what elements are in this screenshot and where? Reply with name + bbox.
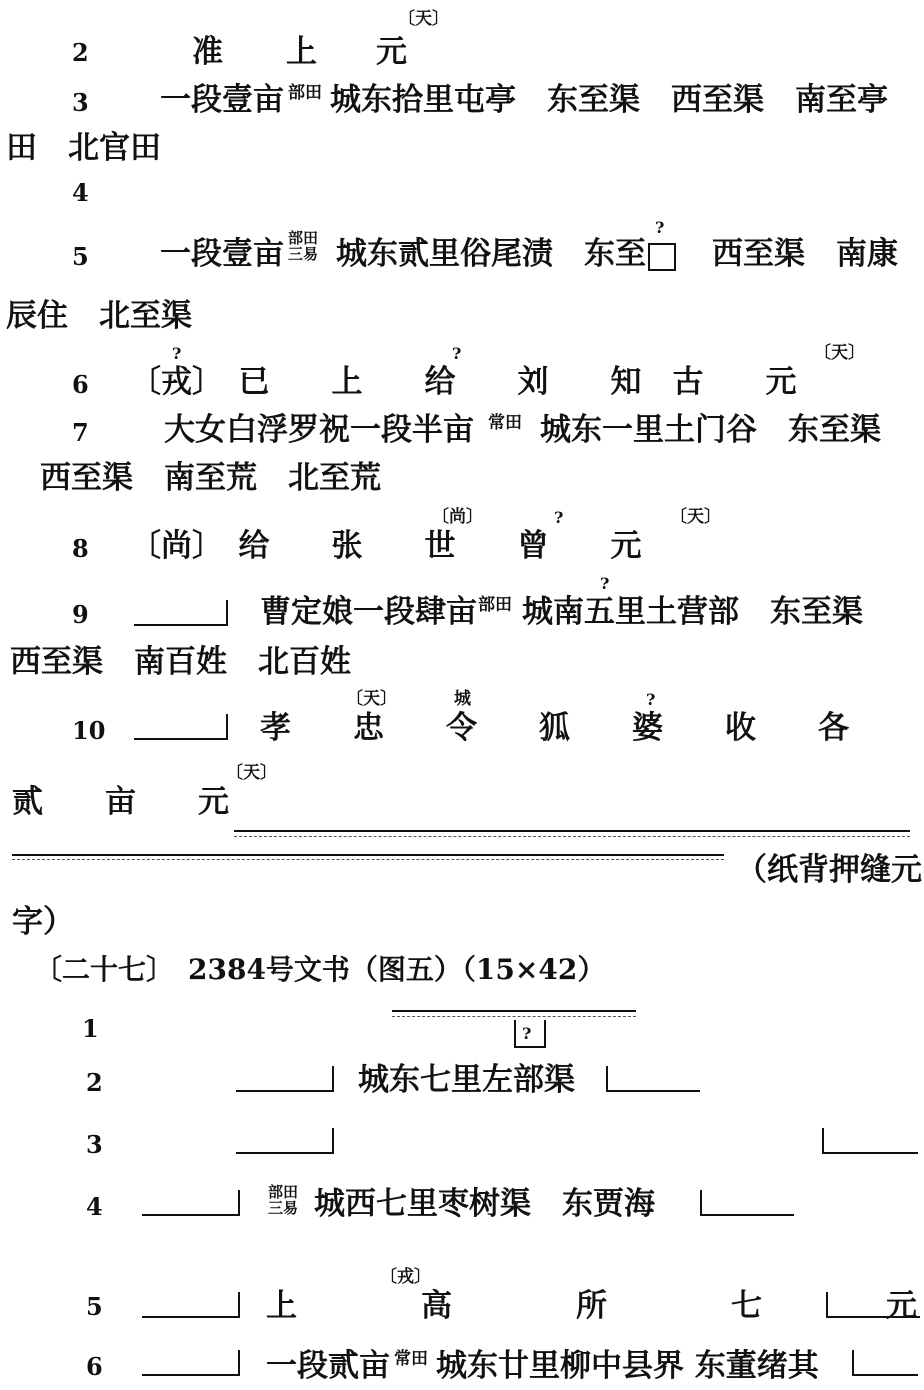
lacuna-marker [236, 1128, 334, 1154]
line-number: 5 [72, 242, 89, 271]
query-mark: ? [646, 690, 656, 709]
seam-line [12, 854, 724, 856]
line-text: 辰住 北至渠 [6, 298, 192, 334]
line-number: 10 [72, 716, 106, 745]
line-number: 2 [86, 1068, 103, 1097]
line-text: 〔戎〕 已 上 给 刘 知 古 元 [130, 364, 797, 400]
annotation: 〔天〕 [670, 507, 721, 527]
query-mark: ? [600, 574, 610, 593]
query-mark: ? [554, 508, 564, 527]
line-text: 大女白浮罗祝一段半亩 [164, 412, 474, 448]
superscript: 部田 [288, 83, 322, 103]
line-text: 西至渠 南百姓 北百姓 [10, 644, 351, 680]
seam-line [12, 859, 724, 860]
line-number: 4 [86, 1192, 103, 1221]
line-text: 元 [376, 34, 407, 70]
stack-top: 部田 [268, 1183, 299, 1201]
line-text: 城南五里土营部 东至渠 [522, 594, 863, 630]
line-text: 一段贰亩 [266, 1348, 390, 1384]
stack-bottom: 三易 [268, 1199, 299, 1217]
line-text: 孝 忠 令 狐 婆 收 各 [260, 710, 849, 746]
line-text: 一段壹亩 [160, 82, 284, 118]
line-number: 8 [72, 534, 89, 563]
lacuna-marker [236, 1066, 334, 1092]
line-number: 4 [72, 178, 89, 207]
annotation: 〔天〕 [226, 763, 277, 783]
superscript: 常田 [488, 413, 522, 433]
line-number: 7 [72, 418, 89, 447]
stacked-annotation [268, 1184, 298, 1216]
line-number: 2 [72, 38, 89, 67]
line-number: 1 [82, 1014, 99, 1043]
line-text: 西至渠 南康 [712, 236, 898, 272]
document-heading: 〔二十七〕 2384号文书（图五）（15×42） [34, 953, 606, 986]
annotation: 〔戎〕 [380, 1267, 431, 1287]
line-text: 上 高 所 七 元 [266, 1288, 917, 1324]
edge-line [392, 1016, 636, 1017]
line-text: 曹定娘一段肆亩 [260, 594, 477, 630]
edge-line [392, 1010, 636, 1012]
query-mark: ? [655, 218, 665, 237]
annotation: 城 [454, 689, 471, 709]
lacuna-marker [142, 1350, 240, 1376]
lacuna-marker [822, 1128, 918, 1154]
lacuna-marker [142, 1190, 240, 1216]
line-text: 城东拾里屯亭 东至渠 西至渠 南至亭 [330, 82, 888, 118]
line-text: 准 [192, 34, 223, 70]
query-mark: ? [452, 344, 462, 363]
lacuna-marker [134, 600, 228, 626]
line-number: 6 [72, 370, 89, 399]
seal-note: 字） [12, 904, 74, 940]
line-text: 贰 亩 元 [12, 784, 229, 820]
line-text: 田 北官田 [6, 130, 161, 166]
annotation: 〔尚〕 [432, 507, 483, 527]
line-text: 一段壹亩 [160, 236, 284, 272]
line-text: 城东七里左部渠 [358, 1062, 575, 1098]
query-mark: ? [522, 1024, 532, 1043]
line-text: 城东廿里柳中县界 东董绪其 [436, 1348, 819, 1384]
stack-top: 部田 [288, 229, 319, 247]
stack-bottom: 三易 [288, 245, 319, 263]
superscript: 常田 [394, 1349, 428, 1369]
superscript: 部田 [478, 595, 512, 615]
line-number: 5 [86, 1292, 103, 1321]
line-text: 〔尚〕 给 张 世 曾 元 [130, 528, 642, 564]
line-text: 上 [286, 34, 317, 70]
lacuna-marker [826, 1292, 920, 1318]
seam-line [234, 830, 910, 832]
annotation: 〔天〕 [398, 9, 449, 29]
line-number: 6 [86, 1352, 103, 1381]
lacuna-marker [852, 1350, 918, 1376]
line-number: 9 [72, 600, 89, 629]
query-mark: ? [172, 344, 182, 363]
stacked-annotation [288, 230, 318, 262]
line-number: 3 [72, 88, 89, 117]
line-text: 西至渠 南至荒 北至荒 [40, 460, 381, 496]
line-text: 城西七里枣树渠 东贾海 [314, 1186, 655, 1222]
lacuna-marker [606, 1066, 700, 1092]
seam-line [234, 836, 910, 837]
line-text: 城东贰里俗尾渍 东至 [336, 236, 646, 272]
lacuna-marker [700, 1190, 794, 1216]
seal-note: （纸背押缝元 [736, 852, 922, 888]
annotation: 〔天〕 [814, 343, 865, 363]
line-number: 3 [86, 1130, 103, 1159]
line-text: 城东一里土门谷 东至渠 [540, 412, 881, 448]
annotation: 〔天〕 [346, 689, 397, 709]
lacuna-marker [142, 1292, 240, 1318]
missing-char-box [648, 243, 676, 271]
lacuna-marker [134, 714, 228, 740]
